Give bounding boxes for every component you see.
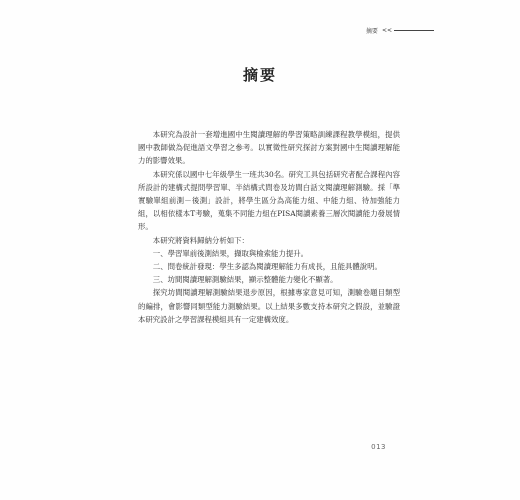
running-head (366, 26, 434, 35)
page-number: 013 (371, 443, 386, 451)
paragraph: 本研究係以國中七年級學生一班共30名。研究工具包括研究者配合課程內容所設計的建構式提問學習單、半結構式問卷及坊間白話文閱讀理解測驗。採「準實驗單組前測－後測」設計，將學生區分為高能力組、中能力組、待加強能力組，以相依樣本T考驗，蒐集不同能力組在PISA閱讀素養三層次閱讀能力發展情形。 (138, 169, 400, 232)
finding-item: 三、坊間閱讀理解測驗結果，顯示整體能力變化不顯著。 (152, 275, 338, 285)
running-head-rule (394, 30, 434, 31)
paragraph: 本研究為設計一套增進國中生閱讀理解的學習策略訓練課程教學模組，提供國中教師做為促進語文學習之參考。以實徵性研究探討方案對國中生閱讀理解能力的影響效果。 (138, 130, 400, 166)
finding-item: 一、學習單前後測結果，擷取與檢索能力提升。 (152, 248, 309, 258)
running-head-marker: << (381, 27, 392, 34)
running-head-label: 摘要 (365, 28, 378, 35)
finding-item: 二、問卷統計發現：學生多認為閱讀理解能力有成長，且能具體說明。 (152, 262, 382, 272)
page-title: 摘要 (242, 66, 277, 84)
paragraph: 探究坊間閱讀理解測驗結果退步原因，根據專家意見可知，測驗卷題目類型的編排，會影響同類型能力測驗結果。以上結果多數支持本研究之假設，並驗證本研究設計之學習課程模組具有一定建構效度。 (138, 288, 400, 324)
abstract-body (138, 128, 400, 326)
paragraph: 本研究將資料歸納分析如下： (152, 235, 249, 245)
